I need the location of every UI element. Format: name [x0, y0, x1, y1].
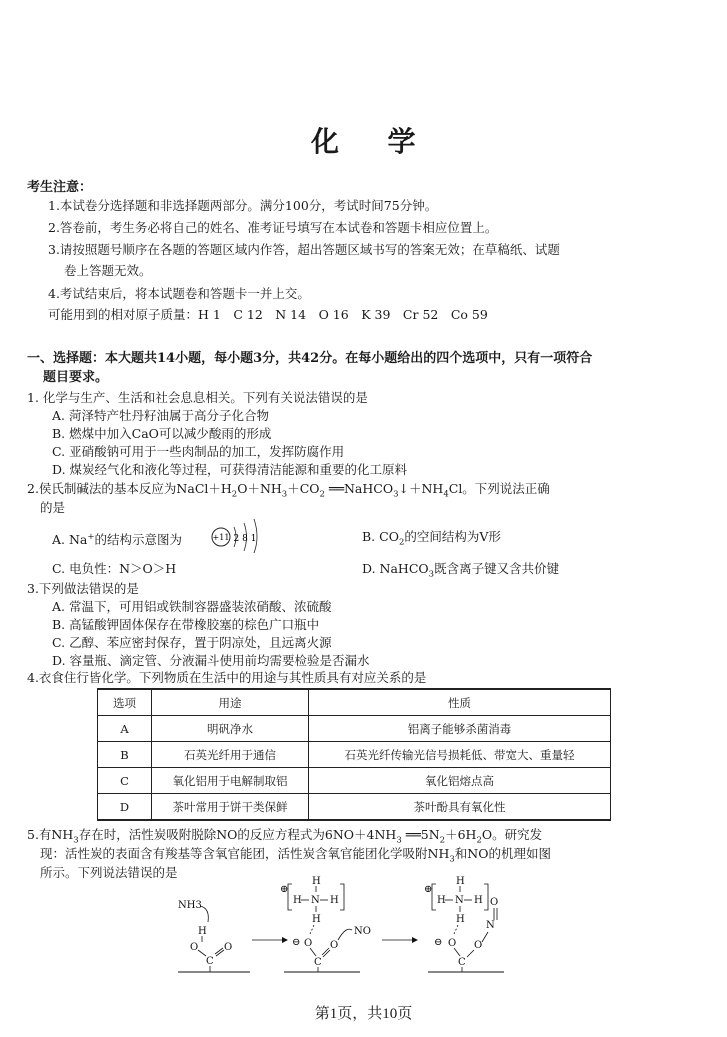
svg-text:H: H — [437, 895, 446, 906]
question-4-table — [97, 688, 611, 821]
ammonia-label: NH3 — [178, 900, 202, 911]
table-header-row — [98, 689, 611, 716]
svg-text:H: H — [330, 895, 339, 906]
notice-item: 3.请按照题号顺序在各题的答题区域内作答，超出答题区域书写的答案无效；在草稿纸、试题 — [48, 242, 560, 257]
notice-item: 卷上答题无效。 — [64, 263, 152, 278]
nitric-oxide-label: NO — [354, 926, 371, 937]
table-cell: 石英光纤传输光信号损耗低、带宽大、重量轻 — [309, 742, 611, 768]
question-3-stem: 3.下列做法错误的是 — [27, 581, 139, 596]
question-2-option-c: C. 电负性：N＞O＞H — [52, 561, 177, 576]
question-4-stem: 4.衣食住行皆化学。下列物质在生活中的用途与其性质具有对应关系的是 — [27, 670, 427, 685]
svg-text:O: O — [190, 942, 199, 953]
question-2-option-d: D. NaHCO$_3$既含离子键又含共价键 — [362, 561, 560, 580]
question-1-option-a: A. 菏泽特产牡丹籽油属于高分子化合物 — [52, 408, 269, 423]
table-cell: 茶叶酚具有氧化性 — [309, 794, 611, 821]
table-cell: D — [98, 794, 152, 821]
svg-text:N: N — [311, 895, 320, 906]
table-row — [98, 794, 611, 821]
question-2-option-a: A. Na+的结构示意图为 — [52, 532, 183, 548]
svg-text:C: C — [206, 956, 214, 967]
question-3-option-c: C. 乙醇、苯应密封保存，置于阴凉处，且远离火源 — [52, 635, 332, 650]
svg-text:O: O — [330, 940, 339, 951]
table-cell: 氧化铝熔点高 — [309, 768, 611, 794]
svg-text:C: C — [314, 957, 322, 968]
sodium-ion-structure-diagram — [210, 513, 270, 553]
table-cell: A — [98, 716, 152, 742]
svg-text:⊖: ⊖ — [292, 937, 301, 948]
table-row — [98, 768, 611, 794]
table-cell: 明矾净水 — [152, 716, 309, 742]
question-5-stem-cont: 现：活性炭的表面含有羧基等含氧官能团，活性炭含氧官能团化学吸附$NH_3$和NO的机理如图 — [40, 846, 551, 865]
svg-text:H: H — [312, 914, 321, 925]
shell-electrons-label: 2 8 1 — [233, 534, 257, 544]
notice-heading: 考生注意： — [27, 180, 93, 195]
question-5-stem-cont: 所示。下列说法错误的是 — [40, 865, 178, 880]
svg-text:H: H — [312, 876, 321, 887]
notice-item: 4.考试结束后，将本试题卷和答题卡一并上交。 — [48, 286, 310, 301]
page-title: 化 学 — [310, 125, 417, 158]
svg-text:⊕: ⊕ — [280, 884, 289, 895]
table-cell: 铝离子能够杀菌消毒 — [309, 716, 611, 742]
notice-item: 1.本试卷分选择题和非选择题两部分。满分100分，考试时间75分钟。 — [48, 198, 438, 213]
table-cell: 氧化铝用于电解制取铝 — [152, 768, 309, 794]
question-3-option-d: D. 容量瓶、滴定管、分液漏斗使用前均需要检验是否漏水 — [52, 653, 370, 668]
question-3-option-b: B. 高锰酸钾固体保存在带橡胶塞的棕色广口瓶中 — [52, 617, 320, 632]
table-cell: 石英光纤用于通信 — [152, 742, 309, 768]
svg-text:O: O — [448, 938, 457, 949]
svg-text:⊕: ⊕ — [424, 884, 433, 895]
svg-text:⊖: ⊖ — [434, 937, 443, 948]
svg-text:O: O — [224, 942, 233, 953]
table-header-cell: 选项 — [98, 689, 152, 716]
question-1-stem: 1. 化学与生产、生活和社会息息相关。下列有关说法错误的是 — [27, 390, 368, 405]
atomic-mass-line: 可能用到的相对原子质量：H 1 C 12 N 14 O 16 K 39 Cr 52 Co 59 — [48, 307, 488, 322]
svg-text:N: N — [455, 895, 464, 906]
table-row — [98, 716, 611, 742]
section-header: 一、选择题：本大题共14小题，每小题3分，共42分。在每小题给出的四个选项中，只有一项符合 题目要求。 — [27, 351, 593, 385]
question-1-option-c: C. 亚硝酸钠可用于一些肉制品的加工，发挥防腐作用 — [52, 444, 345, 459]
question-3-option-a: A. 常温下，可用铝或铁制容器盛装浓硝酸、浓硫酸 — [52, 599, 332, 614]
svg-text:C: C — [458, 957, 466, 968]
svg-text:N: N — [486, 920, 495, 931]
svg-text:H: H — [456, 914, 465, 925]
svg-text:H: H — [198, 926, 207, 937]
table-cell: C — [98, 768, 152, 794]
question-2-option-b: B. $CO_2$的空间结构为V形 — [362, 529, 501, 548]
question-1-option-d: D. 煤炭经气化和液化等过程，可获得清洁能源和重要的化工原料 — [52, 462, 408, 477]
svg-text:H: H — [456, 876, 465, 887]
question-1-option-b: B. 燃煤中加入CaO可以减少酸雨的形成 — [52, 426, 272, 441]
table-row — [98, 742, 611, 768]
table-cell: 茶叶常用于饼干类保鲜 — [152, 794, 309, 821]
question-5-stem: 5.有$NH_3$存在时，活性炭吸附脱除NO的反应方程式为$6NO+4NH_3$ $══5N_2+6H_2O$。研究发 — [27, 827, 543, 846]
notice-item: 2.答卷前，考生务必将自己的姓名、准考证号填写在本试卷和答题卡相应位置上。 — [48, 220, 498, 235]
svg-text:O: O — [490, 897, 499, 908]
question-2-stem: 2.侯氏制碱法的基本反应为$NaCl+H_2O+NH_3+CO_2$ $══NaHCO_3↓+NH_4Cl$。下列说法正确 — [27, 481, 550, 500]
question-2-stem-cont: 的是 — [40, 500, 66, 515]
nucleus-label: +11 — [212, 533, 230, 542]
svg-text:O: O — [474, 940, 483, 951]
page-number: 第1页，共10页 — [314, 1006, 413, 1022]
table-cell: B — [98, 742, 152, 768]
svg-text:H: H — [474, 895, 483, 906]
adsorption-mechanism-diagram — [160, 872, 580, 982]
svg-text:H: H — [293, 895, 302, 906]
table-header-cell: 用途 — [152, 689, 309, 716]
svg-text:O: O — [304, 938, 313, 949]
table-header-cell: 性质 — [309, 689, 611, 716]
